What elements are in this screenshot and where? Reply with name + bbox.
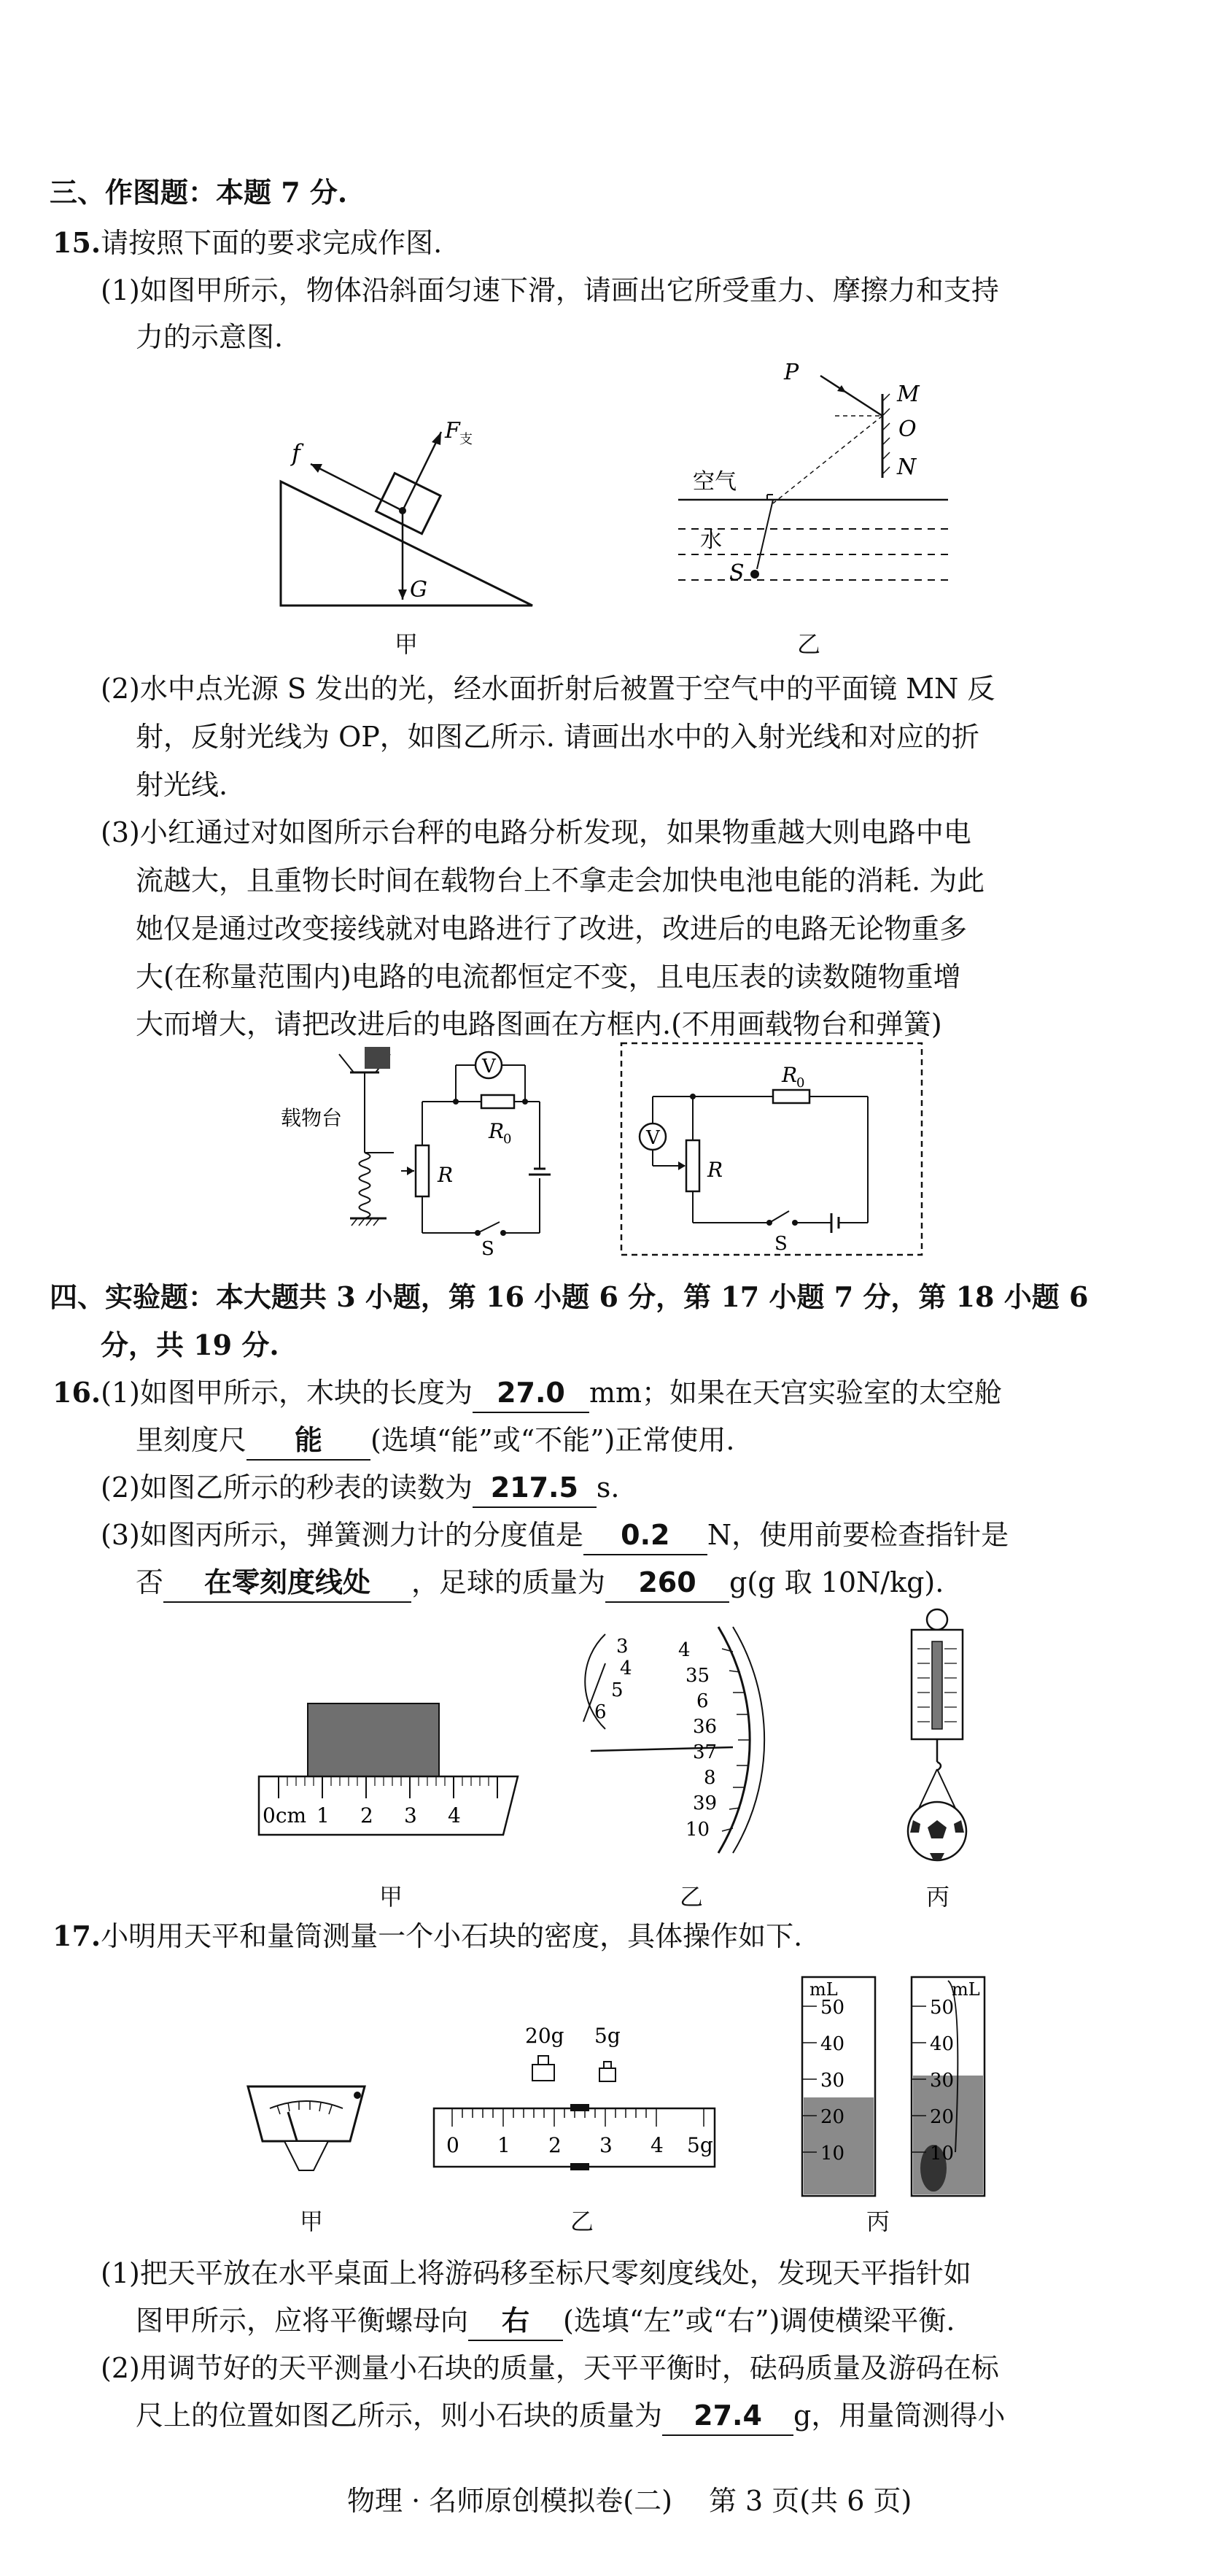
caption-16-bing: 丙	[926, 1883, 950, 1911]
svg-text:4: 4	[620, 1658, 632, 1679]
text: 图甲所示，应将平衡螺母向	[136, 2305, 469, 2337]
q17-part2-line1: (2)用调节好的天平测量小石块的质量，天平平衡时，砝码质量及游码在标	[101, 2352, 999, 2384]
svg-text:mL: mL	[952, 1979, 980, 2000]
svg-text:10: 10	[820, 2143, 845, 2165]
spring-scale-figure	[890, 1605, 985, 1868]
label-O: O	[898, 417, 917, 442]
svg-text:5: 5	[611, 1679, 624, 1701]
question-number: 17.	[53, 1919, 101, 1952]
label-f: f	[292, 439, 300, 467]
q15-part2-line2: 射，反射光线为 OP，如图乙所示. 请画出水中的入射光线和对应的折	[136, 721, 979, 753]
caption-16-yi: 乙	[680, 1883, 704, 1911]
resistor-R	[416, 1145, 429, 1196]
question-number: 15.	[53, 226, 101, 259]
optics-figure	[671, 357, 977, 620]
svg-text:35: 35	[686, 1665, 710, 1687]
question-intro: 小明用天平和量筒测量一个小石块的密度，具体操作如下.	[101, 1920, 803, 1952]
rider-top	[570, 2104, 589, 2111]
q16-part3-line1	[101, 1516, 1009, 1555]
question-17	[53, 1917, 802, 1955]
svg-text:50: 50	[820, 1997, 845, 2019]
svg-text:2: 2	[360, 1803, 373, 1827]
svg-text:1: 1	[497, 2133, 510, 2157]
page-footer: 物理 · 名师原创模拟卷(二) 第 3 页(共 6 页)	[347, 2485, 912, 2517]
scale-circuit-original	[277, 1043, 583, 1260]
q15-part3-line3: 她仅是通过改变接线就对电路进行了改进，改进后的电路无论物重多	[136, 913, 968, 945]
weight-5g: 5g	[594, 2024, 621, 2048]
q15-part3-line2: 流越大，且重物长时间在载物台上不拿走会加快电池电能的消耗. 为此	[136, 865, 985, 897]
svg-text:2: 2	[548, 2133, 562, 2157]
q15-part3-line1: (3)小红通过对如图所示台秤的电路分析发现，如果物重越大则电路中电	[101, 816, 971, 848]
svg-text:5g: 5g	[687, 2133, 713, 2157]
label-F-sub: 支	[459, 432, 473, 447]
label-G: G	[410, 577, 427, 603]
answer-blank: 27.4	[662, 2397, 793, 2436]
stopwatch-figure	[576, 1620, 795, 1860]
q16-part1-line1	[53, 1374, 1002, 1413]
svg-text:3: 3	[616, 1636, 629, 1658]
ruler-figure	[255, 1700, 525, 1838]
svg-text:10: 10	[930, 2143, 955, 2165]
label-air: 空气	[693, 469, 737, 495]
text: s.	[596, 1471, 620, 1504]
label-P: P	[784, 360, 799, 385]
question-15	[53, 224, 442, 262]
label-F: F	[445, 418, 460, 444]
spring	[360, 1153, 370, 1218]
svg-text:30: 30	[820, 2070, 845, 2092]
wood-block	[308, 1703, 439, 1776]
svg-text:37: 37	[693, 1741, 718, 1763]
question-number: 16.	[53, 1376, 101, 1409]
caption-17-yi: 乙	[570, 2208, 594, 2235]
caption-jia: 甲	[395, 630, 419, 658]
q17-part1-line1: (1)把天平放在水平桌面上将游码移至标尺零刻度线处，发现天平指针如	[101, 2257, 971, 2289]
text: ，足球的质量为	[411, 1566, 606, 1598]
label-S: S	[481, 1238, 494, 1260]
text: 否	[136, 1566, 164, 1598]
svg-text:R: R	[707, 1158, 723, 1182]
svg-text:1: 1	[317, 1803, 330, 1827]
text: (2)如图乙所示的秒表的读数为	[101, 1471, 473, 1504]
svg-text:R: R	[782, 1063, 798, 1087]
svg-text:4: 4	[678, 1639, 691, 1661]
svg-text:20: 20	[820, 2106, 845, 2128]
label-R0: R	[489, 1119, 505, 1143]
platform-weight	[365, 1047, 390, 1069]
answer-blank: 在零刻度线处	[163, 1563, 411, 1603]
text: 里刻度尺	[136, 1424, 247, 1456]
svg-text:40: 40	[930, 2033, 955, 2055]
svg-text:0: 0	[796, 1075, 805, 1091]
q16-part1-line2	[136, 1421, 734, 1461]
caption-yi: 乙	[797, 630, 821, 658]
section-4-title-line2: 分，共 19 分.	[101, 1328, 279, 1361]
reflected-ray-OP	[820, 376, 882, 416]
cylinders-figure	[788, 1970, 1028, 2211]
svg-text:S: S	[774, 1233, 788, 1255]
text: (1)如图甲所示，木块的长度为	[101, 1377, 473, 1409]
balance-pointer-figure	[241, 2072, 372, 2181]
svg-text:40: 40	[820, 2033, 845, 2055]
switch-S	[478, 1222, 500, 1233]
resistor-R0	[481, 1095, 514, 1108]
resistor-R-improved	[686, 1140, 699, 1191]
svg-text:0: 0	[503, 1132, 512, 1147]
q15-part1-line1: (1)如图甲所示，物体沿斜面匀速下滑，请画出它所受重力、摩擦力和支持	[101, 274, 999, 306]
section-3-title: 三、作图题：本题 7 分.	[50, 176, 348, 209]
weight-20g: 20g	[525, 2024, 564, 2048]
question-intro: 请按照下面的要求完成作图.	[101, 227, 443, 259]
svg-text:0: 0	[446, 2133, 459, 2157]
q15-part3-line5: 大而增大，请把改进后的电路图画在方框内.(不用画载物台和弹簧)	[136, 1008, 942, 1040]
svg-text:10: 10	[686, 1819, 710, 1841]
q15-part1-line2: 力的示意图.	[136, 321, 284, 353]
label-water: 水	[700, 527, 722, 553]
svg-text:6: 6	[594, 1701, 607, 1723]
block	[376, 473, 440, 534]
incline-figure	[270, 409, 547, 627]
q15-part2-line1: (2)水中点光源 S 发出的光，经水面折射后被置于空气中的平面镜 MN 反	[101, 673, 995, 705]
label-N: N	[897, 455, 917, 480]
label-R: R	[438, 1163, 454, 1187]
light-source-S	[750, 570, 759, 579]
q17-part2-line2	[136, 2397, 1005, 2436]
text: (3)如图丙所示，弹簧测力计的分度值是	[101, 1519, 583, 1551]
svg-text:30: 30	[930, 2070, 955, 2092]
q15-part3-line4: 大(在称量范围内)电路的电流都恒定不变，且电压表的读数随物重增	[136, 961, 961, 993]
label-M: M	[897, 382, 920, 407]
caption-17-bing: 丙	[866, 2208, 890, 2235]
answer-blank: 0.2	[583, 1516, 707, 1555]
answer-blank: 右	[468, 2302, 563, 2341]
q16-part3-line2	[136, 1563, 944, 1603]
caption-16-jia: 甲	[379, 1883, 403, 1911]
text: (选填“左”或“右”)调使横梁平衡.	[563, 2305, 955, 2337]
text: (选填“能”或“不能”)正常使用.	[370, 1424, 735, 1456]
svg-text:4: 4	[651, 2133, 664, 2157]
svg-text:3: 3	[404, 1803, 417, 1827]
q17-part1-line2	[136, 2302, 955, 2341]
svg-text:39: 39	[693, 1792, 718, 1814]
svg-text:V: V	[646, 1127, 660, 1149]
svg-text:20: 20	[930, 2106, 955, 2128]
svg-text:36: 36	[693, 1716, 718, 1738]
answer-blank: 260	[605, 1563, 729, 1603]
svg-text:0cm: 0cm	[263, 1803, 307, 1827]
text: mm；如果在天宫实验室的太空舱	[589, 1377, 1003, 1409]
label-platform: 载物台	[281, 1106, 343, 1130]
svg-text:6: 6	[696, 1690, 709, 1712]
weights-slider-figure	[430, 2021, 722, 2181]
answer-blank: 27.0	[473, 1374, 589, 1413]
q16-part2	[101, 1469, 619, 1508]
scale-circuit-improved	[620, 1042, 926, 1261]
q15-part2-line3: 射光线.	[136, 769, 228, 801]
answer-blank: 217.5	[473, 1469, 597, 1508]
svg-text:8: 8	[704, 1767, 716, 1789]
text: g，用量筒测得小	[793, 2399, 1006, 2432]
svg-text:3: 3	[599, 2133, 613, 2157]
svg-text:4: 4	[448, 1803, 461, 1827]
section-4-title-line1: 四、实验题：本大题共 3 小题，第 16 小题 6 分，第 17 小题 7 分，第 18 小题 6	[50, 1280, 1089, 1313]
caption-17-jia: 甲	[300, 2208, 324, 2235]
svg-text:50: 50	[930, 1997, 955, 2019]
answer-blank: 能	[246, 1421, 370, 1461]
rider-bottom	[570, 2163, 589, 2170]
label-S: S	[729, 560, 745, 586]
text: 尺上的位置如图乙所示，则小石块的质量为	[136, 2399, 663, 2432]
svg-text:mL: mL	[809, 1979, 838, 2000]
text: N，使用前要检查指针是	[707, 1519, 1009, 1551]
svg-text:V: V	[482, 1056, 496, 1078]
text: g(g 取 10N/kg).	[729, 1566, 944, 1598]
